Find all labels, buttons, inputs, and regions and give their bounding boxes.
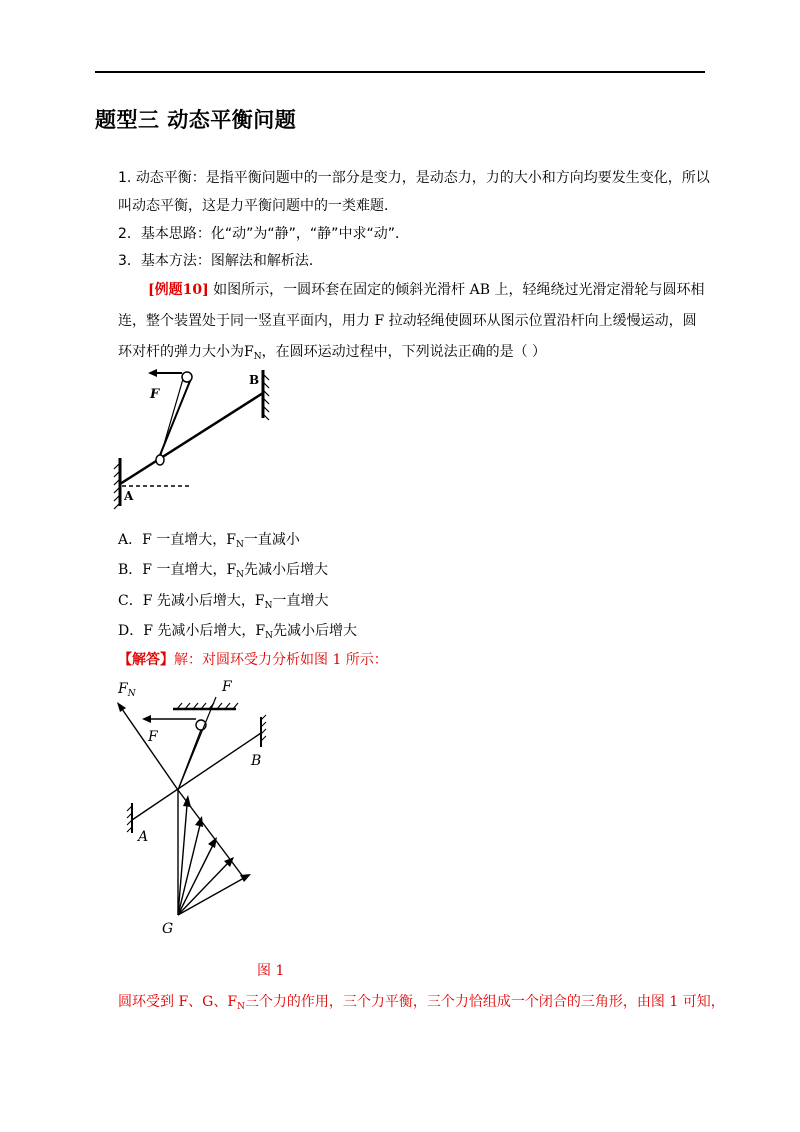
option-d[interactable] (118, 620, 357, 640)
fig1-label-a: A (124, 489, 134, 503)
option-b-pre: B．F 一直增大，F (118, 562, 237, 578)
figure-force-diagram (108, 675, 278, 940)
fig2-label-f-top: F (222, 679, 232, 695)
fig2-label-fn-sub: N (127, 689, 136, 699)
answer-last-sub: N (237, 1002, 245, 1012)
option-c[interactable] (118, 590, 328, 610)
point-3-num: 3． (118, 253, 141, 269)
section-title: 题型三 动态平衡问题 (95, 108, 297, 132)
point-1-num: 1. (118, 170, 132, 186)
top-rule (95, 71, 705, 73)
example-label: [例题10] (148, 282, 209, 298)
example-text-3b: ，在圆环运动过程中，下列说法正确的是（ ） (261, 344, 547, 360)
point-1 (118, 168, 710, 188)
option-a-pre: A．F 一直增大，F (118, 532, 236, 548)
fig2-label-b: B (251, 753, 262, 769)
option-d-sub: N (265, 631, 273, 641)
point-1-cont: 叫动态平衡，这是力平衡问题中的一类难题． (118, 198, 398, 214)
option-c-post: 一直增大 (272, 593, 329, 609)
fig1-label-b: B (249, 373, 260, 387)
example-text-3a: 环对杆的弹力大小为F (118, 344, 254, 360)
example-sub-n: N (253, 352, 262, 362)
answer-last-post: 三个力的作用，三个力平衡，三个力恰组成一个闭合的三角形，由图 1 可知， (244, 994, 725, 1010)
option-d-pre: D．F 先减小后增大，F (118, 623, 266, 639)
point-2 (118, 224, 409, 244)
point-3 (118, 251, 323, 271)
fig2-label-a: A (138, 829, 149, 845)
option-a-sub: N (236, 540, 244, 550)
option-a[interactable] (118, 529, 300, 549)
figure-rod-pulley (110, 368, 290, 508)
option-d-post: 先减小后增大 (272, 623, 357, 639)
point-2-num: 2． (118, 226, 141, 242)
option-b[interactable] (118, 559, 328, 579)
answer-last-pre: 圆环受到 F、G、F (118, 994, 238, 1010)
fig2-label-fn (117, 681, 137, 699)
answer-label: 【解答】 (118, 652, 174, 668)
fig2-label-g: G (162, 921, 174, 937)
fig2-label-f-left: F (148, 729, 158, 745)
answer-text: 解：对圆环受力分析如图 1 所示： (174, 652, 388, 668)
option-b-post: 先减小后增大 (244, 562, 329, 578)
figure-caption: 图 1 (257, 963, 285, 979)
fig1-label-f: F (150, 387, 160, 402)
point-1-text: 动态平衡：是指平衡问题中的一部分是变力，是动态力，力的大小和方向均要发生变化，所以 (135, 170, 710, 186)
option-a-post: 一直减小 (243, 532, 300, 548)
answer-last-line (118, 992, 725, 1012)
option-c-pre: C．F 先减小后增大，F (118, 593, 265, 609)
option-c-sub: N (264, 601, 273, 611)
point-2-text: 基本思路：化“动”为“静”，“静”中求“动”． (140, 226, 409, 242)
example-line-1 (148, 280, 704, 300)
example-line-3 (118, 342, 546, 362)
option-b-sub: N (236, 570, 245, 580)
answer-line (118, 650, 388, 670)
point-3-text: 基本方法：图解法和解析法． (140, 253, 323, 269)
fig2-label-fn-main: F (118, 681, 128, 697)
example-line-2: 连，整个装置处于同一竖直平面内，用力 F 拉动轻绳使圆环从图示位置沿杆向上缓慢运动，圆 (118, 313, 697, 329)
example-text-1: 如图所示，一圆环套在固定的倾斜光滑杆 AB 上，轻绳绕过光滑定滑轮与圆环相 (208, 282, 705, 298)
